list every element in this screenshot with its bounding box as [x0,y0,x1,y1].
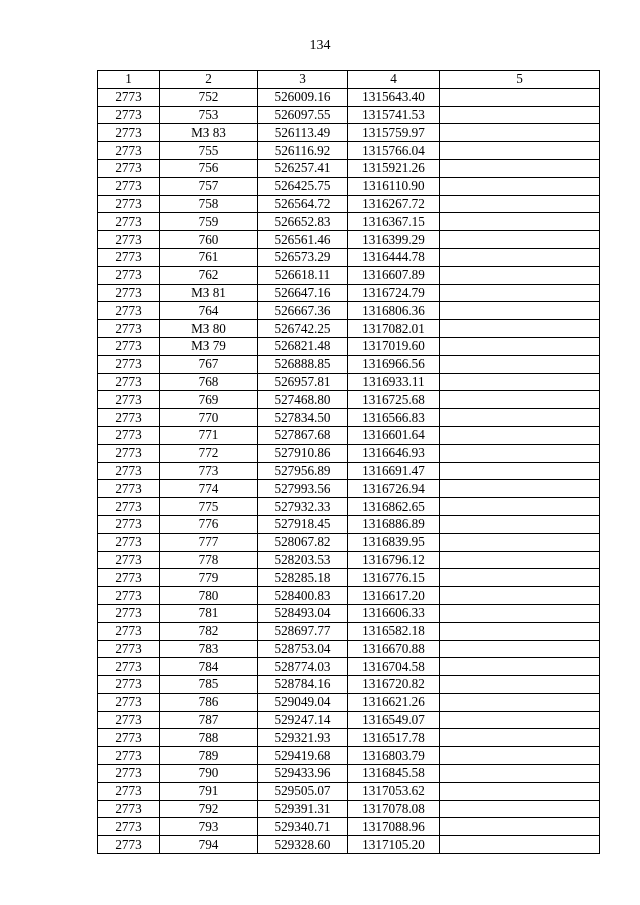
table-cell: 527956.89 [258,462,348,480]
table-cell: 526821.48 [258,337,348,355]
table-row [98,515,600,533]
table-cell [440,159,600,177]
table-cell: 1316720.82 [348,676,440,694]
table-cell: 1316796.12 [348,551,440,569]
table-cell: 1316607.89 [348,266,440,284]
table-cell: 752 [160,88,258,106]
table-cell [440,462,600,480]
table-row [98,195,600,213]
table-cell: 1316704.58 [348,658,440,676]
table-cell: 2773 [98,124,160,142]
table-cell: 775 [160,498,258,516]
table-row [98,533,600,551]
table-cell: 2773 [98,248,160,266]
table-cell: 2773 [98,800,160,818]
table-cell: 2773 [98,231,160,249]
table-cell: 2773 [98,640,160,658]
table-cell: 528285.18 [258,569,348,587]
table-cell: 529328.60 [258,836,348,854]
table-cell: 1316367.15 [348,213,440,231]
table-cell: 790 [160,765,258,783]
table-cell: 528697.77 [258,622,348,640]
table-cell: 2773 [98,569,160,587]
coordinates-table [97,70,600,854]
table-row [98,320,600,338]
table-cell: 781 [160,604,258,622]
table-cell: 527932.33 [258,498,348,516]
table-cell: 2773 [98,337,160,355]
table-cell: 1316724.79 [348,284,440,302]
table-row [98,284,600,302]
table-cell: 1317053.62 [348,782,440,800]
table-cell [440,142,600,160]
table-cell: 528784.16 [258,676,348,694]
table-row [98,124,600,142]
table-row [98,213,600,231]
table-cell [440,213,600,231]
table-cell: 1316444.78 [348,248,440,266]
table-cell: 2773 [98,676,160,694]
table-row [98,498,600,516]
table-cell [440,373,600,391]
table-cell [440,640,600,658]
table-cell [440,515,600,533]
table-cell: 782 [160,622,258,640]
table-row [98,836,600,854]
table-cell: 2773 [98,302,160,320]
table-cell: 768 [160,373,258,391]
table-cell: 787 [160,711,258,729]
table-row [98,729,600,747]
table-cell: 1316806.36 [348,302,440,320]
table-cell [440,498,600,516]
table-cell: 778 [160,551,258,569]
table-cell: 529433.96 [258,765,348,783]
table-cell: 526564.72 [258,195,348,213]
table-cell: 1316621.26 [348,693,440,711]
table-cell: 1317105.20 [348,836,440,854]
table-cell [440,711,600,729]
table-cell: 2773 [98,355,160,373]
table-cell [440,782,600,800]
table-cell: 526957.81 [258,373,348,391]
table-cell [440,676,600,694]
table-cell: 758 [160,195,258,213]
table-cell: 529321.93 [258,729,348,747]
table-cell: 1316549.07 [348,711,440,729]
table-cell: 528493.04 [258,604,348,622]
table-cell [440,800,600,818]
table-cell: 526561.46 [258,231,348,249]
table-cell: 2773 [98,498,160,516]
table-cell: 528774.03 [258,658,348,676]
table-cell [440,622,600,640]
table-cell: 526667.36 [258,302,348,320]
table-cell: 2773 [98,266,160,284]
column-header: 3 [258,71,348,89]
table-cell: 1316582.18 [348,622,440,640]
table-row [98,640,600,658]
table-cell: 2773 [98,818,160,836]
table-cell [440,836,600,854]
table-cell: 770 [160,409,258,427]
table-cell: 1317088.96 [348,818,440,836]
table-cell: 1316670.88 [348,640,440,658]
table-cell: 526113.49 [258,124,348,142]
table-cell: 2773 [98,658,160,676]
table-cell: 527910.86 [258,444,348,462]
table-cell [440,337,600,355]
table-cell: 527918.45 [258,515,348,533]
table-cell [440,195,600,213]
table-cell [440,444,600,462]
page-number: 134 [309,38,331,53]
table-cell: 1315643.40 [348,88,440,106]
table-row [98,711,600,729]
table-cell: 1316803.79 [348,747,440,765]
table-cell: 2773 [98,142,160,160]
table-row [98,658,600,676]
table-row [98,231,600,249]
table-cell: 756 [160,159,258,177]
table-cell: 792 [160,800,258,818]
table-cell [440,231,600,249]
table-cell: 528203.53 [258,551,348,569]
table-cell: 1317078.08 [348,800,440,818]
column-header: 1 [98,71,160,89]
table-cell: 526742.25 [258,320,348,338]
table-row [98,426,600,444]
table-row [98,462,600,480]
table-body [98,88,600,853]
table-row [98,106,600,124]
table-row [98,569,600,587]
table-cell: 791 [160,782,258,800]
table-cell [440,747,600,765]
table-row [98,302,600,320]
header-row [98,71,600,89]
table-row [98,391,600,409]
table-cell: 757 [160,177,258,195]
table-cell: 2773 [98,551,160,569]
table-cell: 527867.68 [258,426,348,444]
table-cell: 2773 [98,88,160,106]
table-cell: 2773 [98,213,160,231]
table-cell: 526257.41 [258,159,348,177]
table-cell: 2773 [98,284,160,302]
table-cell: 2773 [98,782,160,800]
table-cell: 2773 [98,533,160,551]
table-row [98,409,600,427]
table-cell [440,284,600,302]
table-cell: 529247.14 [258,711,348,729]
table-cell: 2773 [98,426,160,444]
table-cell: 526425.75 [258,177,348,195]
table-cell: 760 [160,231,258,249]
table-cell: 1317082.01 [348,320,440,338]
table-cell: 1316886.89 [348,515,440,533]
table-cell: 1315741.53 [348,106,440,124]
table-cell: 1315921.26 [348,159,440,177]
table-cell: 2773 [98,195,160,213]
table-cell: 774 [160,480,258,498]
table-cell: 1316726.94 [348,480,440,498]
table-cell: 528400.83 [258,587,348,605]
table-row [98,337,600,355]
table-cell [440,88,600,106]
table-cell: 2773 [98,391,160,409]
table-row [98,587,600,605]
table-cell [440,533,600,551]
table-cell [440,320,600,338]
table-cell [440,604,600,622]
table-cell: 526652.83 [258,213,348,231]
table-cell: 529049.04 [258,693,348,711]
table-row [98,480,600,498]
table-cell: 528067.82 [258,533,348,551]
table-cell: 1316566.83 [348,409,440,427]
table-row [98,355,600,373]
table-cell: МЗ 80 [160,320,258,338]
table-cell [440,693,600,711]
table-cell [440,426,600,444]
table-cell: 1316845.58 [348,765,440,783]
table-row [98,765,600,783]
table-cell: 793 [160,818,258,836]
table-cell: 526618.11 [258,266,348,284]
table-cell: 526116.92 [258,142,348,160]
table-cell: 1316691.47 [348,462,440,480]
table-cell: 784 [160,658,258,676]
table-cell: 526888.85 [258,355,348,373]
table-cell [440,658,600,676]
table-cell: 529391.31 [258,800,348,818]
table-cell: 759 [160,213,258,231]
table-cell [440,177,600,195]
table-cell [440,480,600,498]
table-cell: 773 [160,462,258,480]
table-cell: МЗ 83 [160,124,258,142]
table-cell: 529419.68 [258,747,348,765]
table-cell [440,248,600,266]
table-cell: 1316267.72 [348,195,440,213]
table-cell: 2773 [98,409,160,427]
table-cell: 526097.55 [258,106,348,124]
table-cell: 2773 [98,480,160,498]
table-cell: 1316606.33 [348,604,440,622]
table-cell: 2773 [98,711,160,729]
table-cell: 753 [160,106,258,124]
table-cell: 2773 [98,106,160,124]
table-cell: 1316617.20 [348,587,440,605]
table-cell: 2773 [98,836,160,854]
table-cell: 527468.80 [258,391,348,409]
table-row [98,604,600,622]
table-cell [440,124,600,142]
table-cell [440,551,600,569]
table-cell: 526009.16 [258,88,348,106]
table-row [98,676,600,694]
table-cell: 767 [160,355,258,373]
table-cell: 772 [160,444,258,462]
table-cell: 2773 [98,444,160,462]
table-cell: 1317019.60 [348,337,440,355]
table-cell: 1316725.68 [348,391,440,409]
table-cell: 777 [160,533,258,551]
table-cell: 1316646.93 [348,444,440,462]
table-cell: 2773 [98,729,160,747]
table-cell: 762 [160,266,258,284]
table-cell: 2773 [98,604,160,622]
table-cell: МЗ 81 [160,284,258,302]
table-cell: 776 [160,515,258,533]
table-row [98,248,600,266]
column-header: 4 [348,71,440,89]
table-cell: 1316862.65 [348,498,440,516]
table-row [98,373,600,391]
table-cell [440,266,600,284]
table-cell: 526647.16 [258,284,348,302]
table-row [98,800,600,818]
table-cell: 2773 [98,462,160,480]
table-cell: 780 [160,587,258,605]
table-cell: 529340.71 [258,818,348,836]
table-cell [440,391,600,409]
table-cell: 2773 [98,587,160,605]
table-cell: 528753.04 [258,640,348,658]
table-cell: 779 [160,569,258,587]
table-cell: 527834.50 [258,409,348,427]
table-cell: 527993.56 [258,480,348,498]
table-row [98,782,600,800]
table-cell [440,409,600,427]
table-cell: 2773 [98,747,160,765]
column-header: 5 [440,71,600,89]
table-cell: 755 [160,142,258,160]
table-cell: 2773 [98,765,160,783]
table-cell: 794 [160,836,258,854]
table-cell: 2773 [98,515,160,533]
table-cell: 2773 [98,177,160,195]
table-cell: 1316517.78 [348,729,440,747]
table-cell: 789 [160,747,258,765]
table-row [98,177,600,195]
table-cell: 1315766.04 [348,142,440,160]
table-cell: 1315759.97 [348,124,440,142]
table-cell: 785 [160,676,258,694]
table-row [98,142,600,160]
table-cell: 526573.29 [258,248,348,266]
table-cell: 2773 [98,159,160,177]
table-row [98,88,600,106]
table-cell: 1316839.95 [348,533,440,551]
table-row [98,444,600,462]
table-row [98,818,600,836]
table-row [98,747,600,765]
table-cell [440,587,600,605]
table-cell: 1316110.90 [348,177,440,195]
table-cell: 764 [160,302,258,320]
table-cell: 1316776.15 [348,569,440,587]
table-cell [440,569,600,587]
table-cell: 769 [160,391,258,409]
table-cell: 771 [160,426,258,444]
table-cell: 2773 [98,373,160,391]
table-cell: 783 [160,640,258,658]
table-cell: 788 [160,729,258,747]
table-cell: 1316966.56 [348,355,440,373]
table-cell: 2773 [98,693,160,711]
table-cell: 1316933.11 [348,373,440,391]
table-row [98,693,600,711]
table-cell: 2773 [98,622,160,640]
table-cell [440,355,600,373]
table-cell: 1316601.64 [348,426,440,444]
table-cell [440,302,600,320]
table-cell [440,818,600,836]
table-row [98,159,600,177]
table-cell: МЗ 79 [160,337,258,355]
table-cell [440,106,600,124]
table-cell: 761 [160,248,258,266]
table-row [98,551,600,569]
column-header: 2 [160,71,258,89]
table-cell [440,729,600,747]
table-cell: 2773 [98,320,160,338]
table-cell [440,765,600,783]
table-cell: 1316399.29 [348,231,440,249]
table-cell: 529505.07 [258,782,348,800]
table-row [98,622,600,640]
table-row [98,266,600,284]
table-cell: 786 [160,693,258,711]
